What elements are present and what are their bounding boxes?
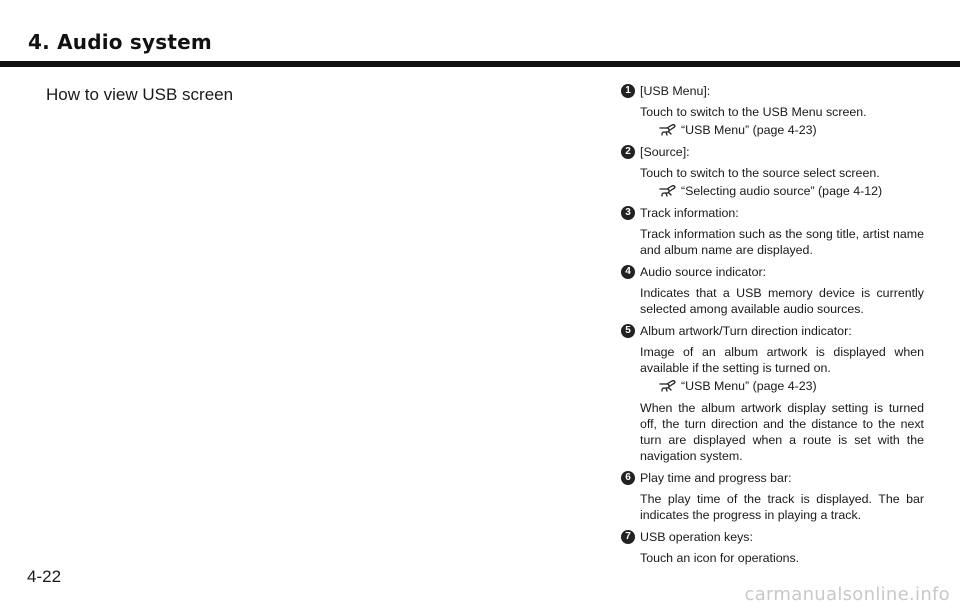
item-label: Play time and progress bar: (640, 471, 792, 485)
item-label: [USB Menu]: (640, 84, 711, 98)
item-description: The play time of the track is displayed. The bar indicates the progress in playing a track. (640, 492, 924, 522)
callout-number-badge: 1 (621, 84, 635, 98)
reference-text: “USB Menu” (page 4-23) (681, 379, 817, 393)
list-item (621, 470, 924, 523)
item-label: USB operation keys: (640, 530, 753, 544)
item-header (621, 264, 924, 280)
list-item (621, 83, 924, 138)
page-reference (659, 122, 924, 138)
item-description: Touch an icon for operations. (640, 551, 800, 565)
item-description: Track information such as the song title, artist name and album name are displayed. (640, 227, 924, 257)
legend-list (621, 83, 924, 572)
item-header (621, 144, 924, 160)
list-item (621, 205, 924, 258)
reference-text: “USB Menu” (page 4-23) (681, 123, 817, 137)
page-reference (659, 378, 924, 394)
pointing-hand-icon (659, 123, 677, 137)
pointing-hand-icon (659, 184, 677, 198)
callout-number-badge: 2 (621, 145, 635, 159)
callout-number-badge: 5 (621, 324, 635, 338)
item-header (621, 205, 924, 221)
chapter-title: 4. Audio system (28, 30, 212, 54)
callout-number-badge: 6 (621, 471, 635, 485)
item-label: [Source]: (640, 145, 690, 159)
reference-text: “Selecting audio source” (page 4-12) (681, 184, 883, 198)
page-number: 4-22 (27, 567, 62, 586)
callout-number-badge: 3 (621, 206, 635, 220)
list-item (621, 144, 924, 199)
item-label: Album artwork/Turn direction indicator: (640, 324, 852, 338)
page-reference (659, 183, 924, 199)
list-item (621, 323, 924, 464)
item-label: Track information: (640, 206, 739, 220)
item-label: Audio source indicator: (640, 265, 767, 279)
section-heading: How to view USB screen (46, 85, 234, 104)
item-header (621, 470, 924, 486)
item-header (621, 83, 924, 99)
callout-number-badge: 7 (621, 530, 635, 544)
item-description: Image of an album artwork is displayed when available if the setting is turned on. (640, 345, 924, 375)
item-description: Indicates that a USB memory device is currently selected among available audio sources. (640, 286, 924, 316)
list-item (621, 264, 924, 317)
list-item (621, 529, 924, 566)
pointing-hand-icon (659, 379, 677, 393)
item-header (621, 323, 924, 339)
item-description: Touch to switch to the USB Menu screen. (640, 105, 867, 119)
watermark: carmanualsonline.info (744, 584, 950, 605)
item-header (621, 529, 924, 545)
item-description: When the album artwork display setting is turned off, the turn direction and the distance to the next turn are displayed when a route is set with the navigation system. (640, 401, 924, 463)
item-description: Touch to switch to the source select screen. (640, 166, 880, 180)
header-rule (0, 61, 960, 67)
callout-number-badge: 4 (621, 265, 635, 279)
